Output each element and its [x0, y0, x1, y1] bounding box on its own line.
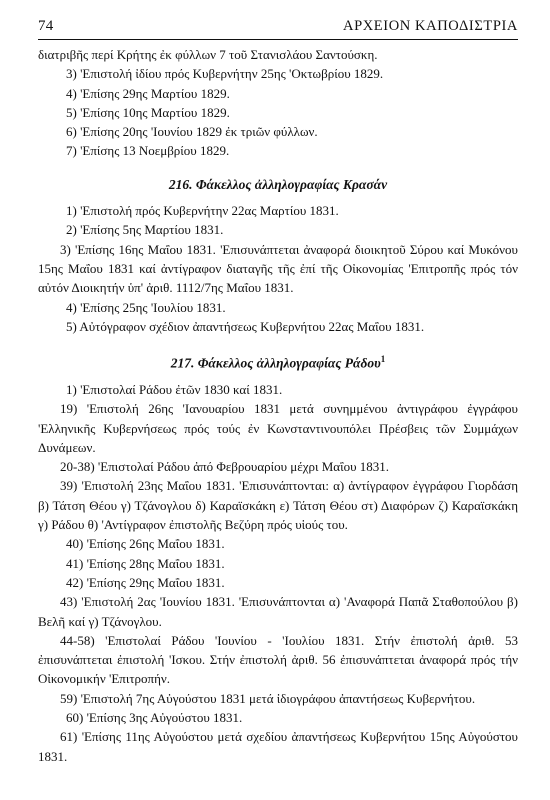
section-heading-217 — [38, 350, 518, 373]
list-item: 5) Αὐτόγραφον σχέδιον ἀπαντήσεως Κυβερνήτου 22ας Μαΐου 1831. — [66, 318, 425, 334]
list-item: 43) 'Επιστολή 2ας 'Ιουνίου 1831. 'Επισυνάπτονται α) 'Αναφορά Παπᾶ Σταθοπούλου β) Βελῆ καί γ) Τζάνογλου. — [38, 594, 518, 629]
list-item: 61) 'Επίσης 11ης Αὐγούστου μετά σχεδίου ἀπαντήσεως Κυβερνήτου 15ης Αὐγούστου 1831. — [38, 729, 518, 764]
running-title: ΑΡΧΕΙΟΝ ΚΑΠΟΔΙΣΤΡΙΑ — [343, 18, 518, 34]
list-item: 1) 'Επιστολαί Ράδου ἐτῶν 1830 καί 1831. — [66, 381, 283, 397]
list-item: 20-38) 'Επιστολαί Ράδου ἀπό Φεβρουαρίου μέχρι Μαΐου 1831. — [60, 459, 390, 475]
header-rule — [38, 39, 518, 40]
list-item: 3) 'Επίσης 16ης Μαΐου 1831. 'Επισυνάπτεται ἀναφορά διοικητοῦ Σύρου καί Μυκόνου 15ης Μαΐου 1831 καί ἀντίγραφον διαταγῆς τῆς ἐπί τῆς Οἰκονομίας 'Επιτροπῆς πρός τόν αὐτόν Διοικητήν ὑπ' ἀριθ. 1112/7ης Μαΐου 1831. — [38, 241, 518, 296]
page-number: 74 — [38, 18, 54, 34]
list-item: 59) 'Επιστολή 7ης Αὐγούστου 1831 μετά ἰδιογράφου ἀπαντήσεως Κυβερνήτου. — [60, 690, 476, 706]
list-item: 40) 'Επίσης 26ης Μαΐου 1831. — [66, 536, 225, 552]
list-item: 4) 'Επίσης 29ης Μαρτίου 1829. — [66, 85, 230, 101]
list-item: 39) 'Επιστολή 23ης Μαΐου 1831. 'Επισυνάπτονται: α) ἀντίγραφον ἐγγράφου Γιορδάση β) Τάτση Θέου γ) Τζάνογλου δ) Καραϊσκάκη ε) Τάτση Θέου στ) Διαφόρων ζ) Καραϊσκάκη γ) Ράδου θ) 'Αντίγραφον ἐπιστολῆς Βεζύρη πρός υἱούς του. — [38, 478, 518, 533]
list-item: 4) 'Επίσης 25ης 'Ιουλίου 1831. — [66, 299, 226, 315]
section-heading-216: 216. Φάκελλος ἀλληλογραφίας Κρασάν — [168, 176, 388, 192]
list-item: 2) 'Επίσης 5ης Μαρτίου 1831. — [66, 222, 224, 238]
list-item: 1) 'Επιστολή πρός Κυβερνήτην 22ας Μαρτίου 1831. — [66, 203, 339, 219]
page-header — [38, 18, 518, 35]
footnote-mark: 1 — [380, 354, 386, 365]
section-heading-217-text: 217. Φάκελλος ἀλληλογραφίας Ράδου — [170, 355, 381, 371]
list-item: 3) 'Επιστολή ἰδίου πρός Κυβερνήτην 25ης 'Οκτωβρίου 1829. — [66, 66, 384, 82]
list-item: 6) 'Επίσης 20ης 'Ιουνίου 1829 ἐκ τριῶν φύλλων. — [66, 124, 318, 140]
list-item: 60) 'Επίσης 3ης Αὐγούστου 1831. — [66, 710, 243, 725]
document-page — [38, 18, 518, 766]
list-item: 41) 'Επίσης 28ης Μαΐου 1831. — [66, 555, 225, 571]
body-text — [38, 45, 518, 766]
list-item: 5) 'Επίσης 10ης Μαρτίου 1829. — [66, 104, 230, 120]
list-item: 42) 'Επίσης 29ης Μαΐου 1831. — [66, 574, 225, 590]
text-line: διατριβῆς περί Κρήτης ἐκ φύλλων 7 τοῦ Στανισλάου Σαντούσκη. — [38, 47, 378, 62]
list-item: 7) 'Επίσης 13 Νοεμβρίου 1829. — [66, 143, 230, 159]
list-item: 19) 'Επιστολή 26ης 'Ιανουαρίου 1831 μετά συνημμένου ἀντιγράφου ἐγγράφου 'Ελληνικῆς Κυβερνήσεως πρός τούς ἐν Κωνσταντινουπόλει Πρέσβεις τῶν Συμμάχων Δυνάμεων. — [38, 401, 518, 455]
list-item: 44-58) 'Επιστολαί Ράδου 'Ιουνίου - 'Ιουλίου 1831. Στήν ἐπιστολή ἀριθ. 53 ἐπισυνάπτεται ἐπιστολή 'Ισκου. Στήν ἐπιστολή ἀριθ. 56 ἐπισυνάπτεται ἀναφορά πρός τήν Οἰκονομικήν 'Επιτροπήν. — [38, 632, 518, 687]
